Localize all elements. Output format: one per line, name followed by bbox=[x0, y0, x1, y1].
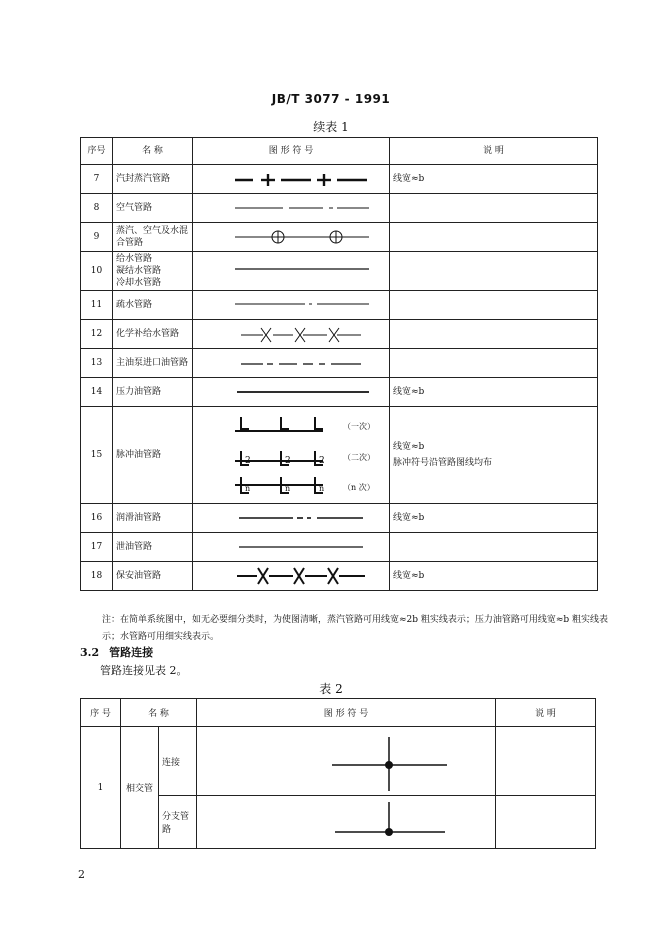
row-no: 16 bbox=[81, 504, 113, 533]
table-row bbox=[81, 727, 596, 796]
lube-oil-line-symbol bbox=[193, 504, 389, 532]
pipe-cross-connection-symbol bbox=[197, 727, 495, 795]
table2-caption: 表 2 bbox=[319, 682, 343, 696]
table-row bbox=[81, 320, 598, 349]
row-name: 压力油管路 bbox=[113, 378, 193, 407]
row-no: 17 bbox=[81, 533, 113, 562]
row-no: 13 bbox=[81, 349, 113, 378]
table-row bbox=[81, 349, 598, 378]
drain-line-symbol bbox=[193, 291, 389, 319]
pulse-label-second: （二次） bbox=[343, 453, 375, 462]
row-no: 9 bbox=[81, 223, 113, 252]
row-name: 脉冲油管路 bbox=[113, 407, 193, 504]
table-row bbox=[81, 291, 598, 320]
row-note: 线宽≈b bbox=[390, 504, 598, 533]
row-no: 8 bbox=[81, 194, 113, 223]
pulse-digit: 2 bbox=[285, 456, 291, 466]
pulse-label-nth: （n 次） bbox=[343, 483, 375, 492]
row-desc bbox=[496, 727, 596, 796]
table1-caption: 续表 1 bbox=[313, 120, 349, 134]
col-header-desc: 说 明 bbox=[390, 138, 598, 165]
table-row bbox=[81, 165, 598, 194]
air-line-symbol bbox=[193, 194, 389, 222]
table-row bbox=[81, 252, 598, 291]
row-no: 7 bbox=[81, 165, 113, 194]
row-name: 空气管路 bbox=[113, 194, 193, 223]
pressure-oil-line-symbol bbox=[193, 378, 389, 406]
pulse-digit: 2 bbox=[319, 456, 325, 466]
page-number: 2 bbox=[78, 868, 85, 881]
row-note bbox=[390, 223, 598, 252]
pulse-oil-line-symbol bbox=[193, 407, 389, 503]
row-subname-connect: 连接 bbox=[159, 727, 197, 796]
row-note bbox=[390, 194, 598, 223]
row-name: 泄油管路 bbox=[113, 533, 193, 562]
row-desc bbox=[496, 796, 596, 849]
row-subname-branch: 分支管路 bbox=[159, 796, 197, 849]
pipe-branch-symbol bbox=[197, 796, 495, 848]
col-header-name: 名 称 bbox=[113, 138, 193, 165]
leak-oil-line-symbol bbox=[193, 533, 389, 561]
standard-number-header: JB/T 3077 - 1991 bbox=[271, 92, 391, 106]
row-no: 11 bbox=[81, 291, 113, 320]
table-row bbox=[81, 533, 598, 562]
col-header-symbol: 图 形 符 号 bbox=[193, 138, 390, 165]
row-name: 汽封蒸汽管路 bbox=[113, 165, 193, 194]
safety-oil-line-symbol bbox=[193, 562, 389, 590]
pulse-letter: n bbox=[285, 484, 291, 493]
table-1-continued bbox=[80, 137, 598, 591]
table-row bbox=[81, 407, 598, 504]
oil-pump-inlet-line-symbol bbox=[193, 349, 389, 377]
row-name: 疏水管路 bbox=[113, 291, 193, 320]
row-note: 线宽≈b bbox=[390, 378, 598, 407]
row-note bbox=[390, 252, 598, 291]
steam-seal-line-symbol bbox=[193, 165, 389, 193]
col-header-no: 序 号 bbox=[81, 699, 121, 727]
row-no: 12 bbox=[81, 320, 113, 349]
table2-header-row bbox=[81, 699, 596, 727]
pulse-digit: 2 bbox=[245, 456, 251, 466]
row-no: 18 bbox=[81, 562, 113, 591]
section-title: 管路连接 bbox=[109, 646, 154, 659]
row-note: 线宽≈b bbox=[390, 562, 598, 591]
pulse-letter: n bbox=[319, 484, 325, 493]
row-note bbox=[390, 320, 598, 349]
section-heading bbox=[80, 644, 163, 660]
section-intro: 管路连接见表 2。 bbox=[100, 664, 188, 677]
col-header-no: 序号 bbox=[81, 138, 113, 165]
row-no: 1 bbox=[81, 727, 121, 849]
table1-header-row bbox=[81, 138, 598, 165]
row-name: 蒸汽、空气及水混合管路 bbox=[113, 223, 193, 252]
row-name: 主油泵进口油管路 bbox=[113, 349, 193, 378]
row-note bbox=[390, 349, 598, 378]
row-name: 相交管 bbox=[121, 727, 159, 849]
col-header-symbol: 图 形 符 号 bbox=[197, 699, 496, 727]
col-header-name: 名 称 bbox=[121, 699, 197, 727]
row-note: 线宽≈b bbox=[390, 165, 598, 194]
table-row bbox=[81, 223, 598, 252]
row-no: 15 bbox=[81, 407, 113, 504]
col-header-desc: 说 明 bbox=[496, 699, 596, 727]
row-note bbox=[390, 291, 598, 320]
row-name: 化学补给水管路 bbox=[113, 320, 193, 349]
row-name: 给水管路 凝结水管路 冷却水管路 bbox=[113, 252, 193, 291]
table-row bbox=[81, 504, 598, 533]
table-row bbox=[81, 194, 598, 223]
section-number: 3.2 bbox=[80, 646, 100, 659]
row-no: 14 bbox=[81, 378, 113, 407]
mixed-line-symbol bbox=[193, 223, 389, 251]
row-name: 润滑油管路 bbox=[113, 504, 193, 533]
table-row bbox=[81, 562, 598, 591]
table-2 bbox=[80, 698, 596, 849]
table-row bbox=[81, 378, 598, 407]
table-row bbox=[81, 796, 596, 849]
chem-makeup-line-symbol bbox=[193, 320, 389, 348]
row-note: 线宽≈b 脉冲符号沿管路图线均布 bbox=[390, 407, 598, 504]
row-note bbox=[390, 533, 598, 562]
table-note: 注：在简单系统图中，如无必要细分类时，为使图清晰，蒸汽管路可用线宽≈2b 粗实线表示；压力油管路可用线宽≈b 粗实线表示；水管路可用细实线表示。 bbox=[102, 615, 609, 642]
water-line-symbol bbox=[193, 252, 389, 290]
pulse-label-first: （一次） bbox=[343, 422, 375, 431]
pulse-letter: n bbox=[245, 484, 251, 493]
row-no: 10 bbox=[81, 252, 113, 291]
row-name: 保安油管路 bbox=[113, 562, 193, 591]
